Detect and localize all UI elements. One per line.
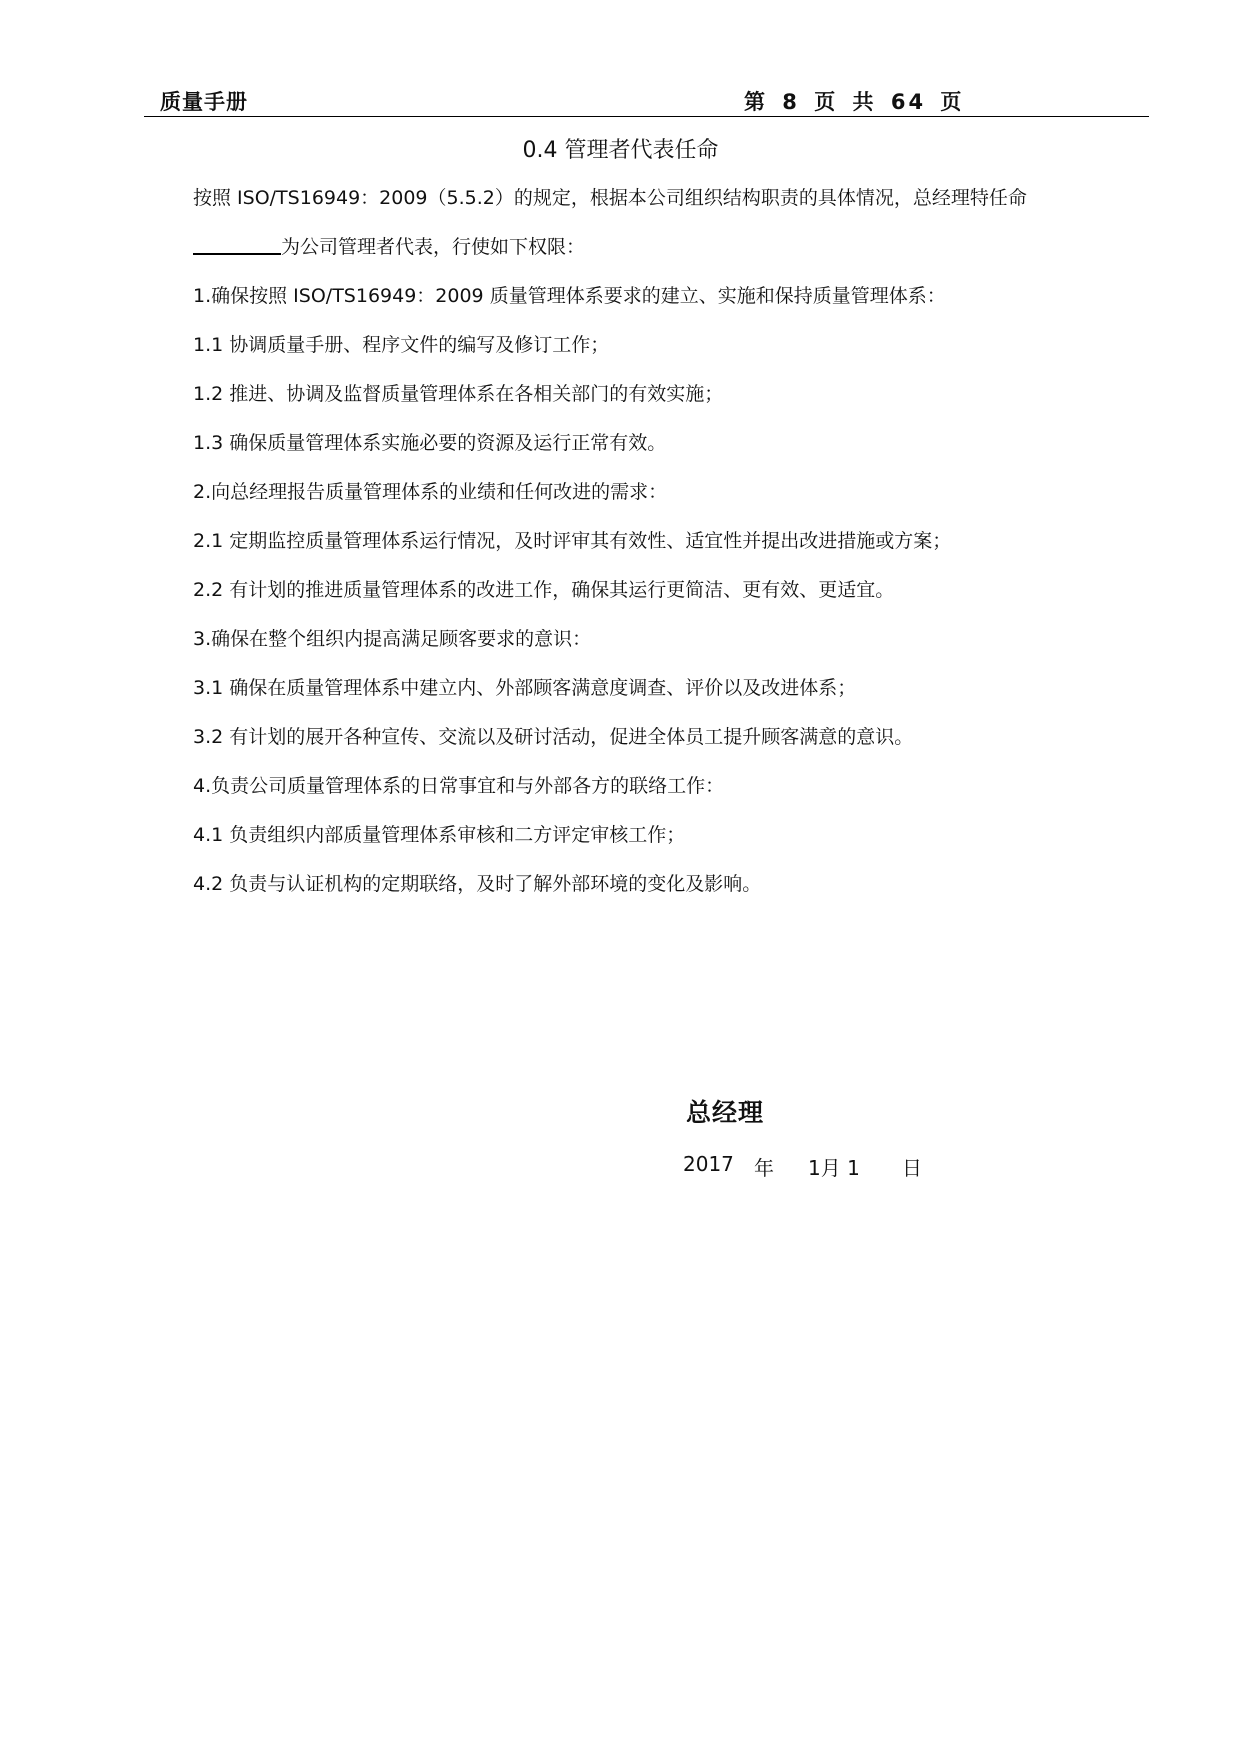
header-divider [144, 116, 1149, 117]
date-year-unit: 年 [754, 1156, 774, 1180]
page-header [144, 86, 1149, 116]
list-item: 2.向总经理报告质量管理体系的业绩和任何改进的需求： [193, 481, 668, 503]
list-item: 4.负责公司质量管理体系的日常事宜和与外部各方的联络工作： [193, 775, 725, 797]
list-item: 2.1 定期监控质量管理体系运行情况，及时评审其有效性、适宜性并提出改进措施或方案； [193, 530, 952, 552]
section-title: 0.4 管理者代表任命 [522, 138, 719, 163]
name-blank [193, 233, 281, 255]
list-item: 1.2 推进、协调及监督质量管理体系在各相关部门的有效实施； [193, 383, 724, 405]
page-number: 第 8 页 共 64 页 [744, 90, 965, 114]
date-day-unit: 日 [902, 1156, 922, 1180]
document-body [193, 183, 1153, 918]
date-month-day: 1月 1 [808, 1156, 860, 1180]
list-item: 2.2 有计划的推进质量管理体系的改进工作，确保其运行更简洁、更有效、更适宜。 [193, 579, 895, 601]
intro-line: 按照 ISO/TS16949：2009（5.5.2）的规定，根据本公司组织结构职责的具体情况，总经理特任命 [193, 187, 1027, 209]
appointment-text: 为公司管理者代表，行使如下权限： [281, 236, 586, 258]
list-item: 4.1 负责组织内部质量管理体系审核和二方评定审核工作； [193, 824, 686, 846]
list-item: 3.2 有计划的展开各种宣传、交流以及研讨活动，促进全体员工提升顾客满意的意识。 [193, 726, 914, 748]
list-item: 1.1 协调质量手册、程序文件的编写及修订工作； [193, 334, 610, 356]
list-item: 1.确保按照 ISO/TS16949：2009 质量管理体系要求的建立、实施和保持质量管理体系： [193, 285, 946, 307]
list-item: 4.2 负责与认证机构的定期联络，及时了解外部环境的变化及影响。 [193, 873, 762, 895]
signature-title: 总经理 [686, 1098, 765, 1127]
list-item: 1.3 确保质量管理体系实施必要的资源及运行正常有效。 [193, 432, 667, 454]
list-item: 3.确保在整个组织内提高满足顾客要求的意识： [193, 628, 592, 650]
manual-title: 质量手册 [160, 90, 248, 114]
date-year: 2017 [683, 1152, 734, 1176]
list-item: 3.1 确保在质量管理体系中建立内、外部顾客满意度调查、评价以及改进体系； [193, 677, 857, 699]
appointment-line [193, 232, 1153, 281]
